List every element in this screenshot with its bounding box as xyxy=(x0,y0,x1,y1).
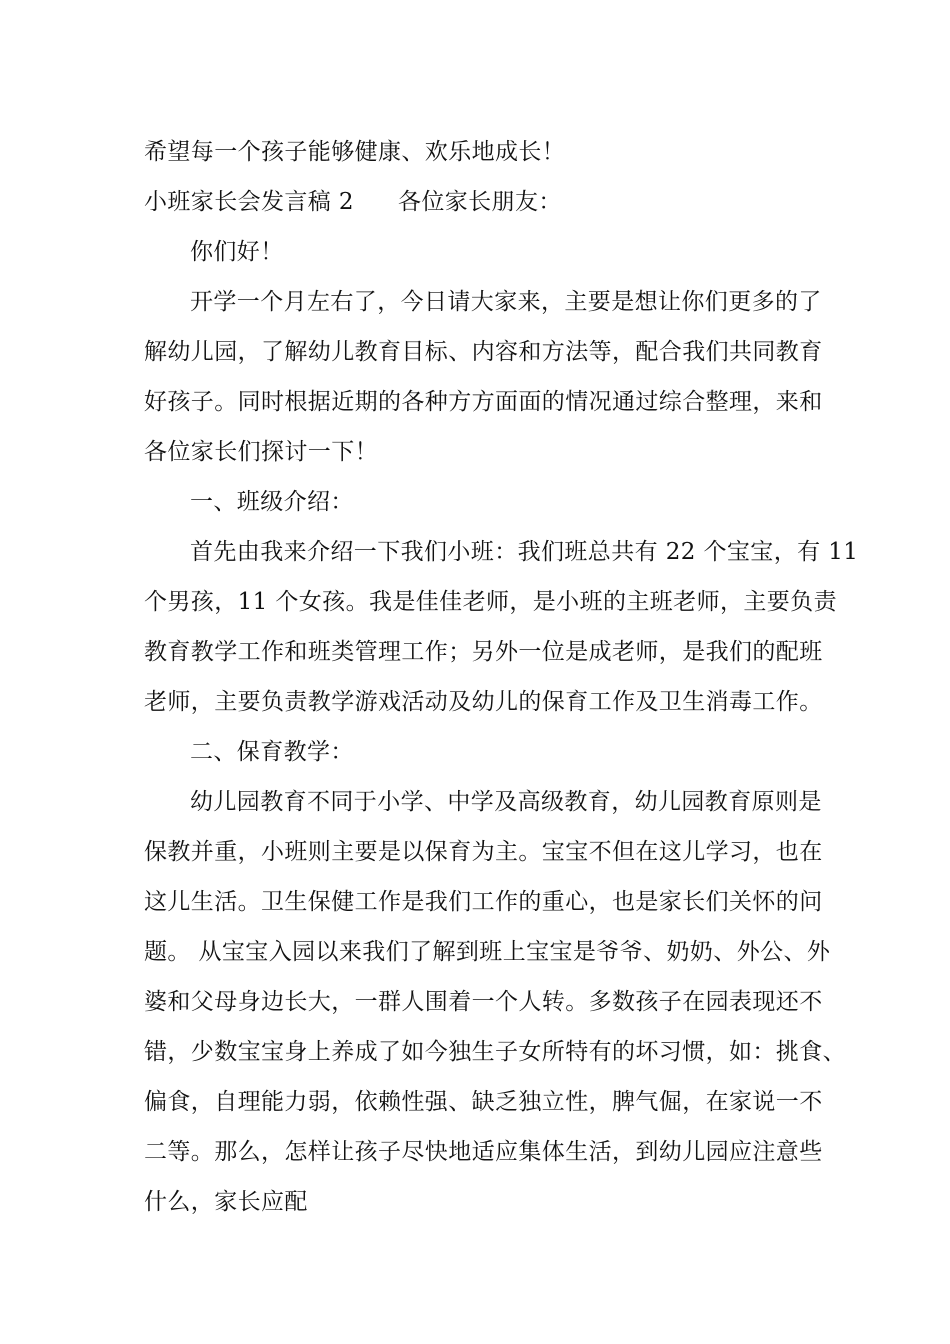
speech-title: 小班家长会发言稿 2 xyxy=(144,189,354,215)
section-heading-care-teaching: 二、保育教学： xyxy=(190,739,354,765)
section-heading-line xyxy=(144,188,562,216)
paragraph-line: 首先由我来介绍一下我们小班：我们班总共有 22 个宝宝，有 11 xyxy=(190,539,859,565)
paragraph-line: 个男孩，11 个女孩。我是佳佳老师，是小班的主班老师，主要负责 xyxy=(144,589,837,615)
greeting: 你们好！ xyxy=(190,239,284,265)
paragraph-line: 教育教学工作和班类管理工作；另外一位是成老师，是我们的配班 xyxy=(144,639,823,665)
section-heading-class-intro: 一、班级介绍： xyxy=(190,489,354,515)
paragraph-line: 错，少数宝宝身上养成了如今独生子女所特有的坏习惯，如：挑食、 xyxy=(144,1039,846,1065)
paragraph-line: 各位家长们探讨一下！ xyxy=(144,439,378,465)
paragraph-line: 二等。那么，怎样让孩子尽快地适应集体生活，到幼儿园应注意些 xyxy=(144,1139,823,1165)
paragraph-line: 开学一个月左右了，今日请大家来，主要是想让你们更多的了 xyxy=(190,289,822,315)
paragraph-line: 偏食，自理能力弱，依赖性强、缺乏独立性，脾气倔，在家说一不 xyxy=(144,1089,823,1115)
salutation: 各位家长朋友： xyxy=(397,189,562,215)
paragraph-line: 幼儿园教育不同于小学、中学及高级教育，幼儿园教育原则是 xyxy=(190,789,822,815)
paragraph-line: 保教并重，小班则主要是以保育为主。宝宝不但在这儿学习，也在 xyxy=(144,839,823,865)
closing-sentence: 希望每一个孩子能够健康、欢乐地成长！ xyxy=(144,139,566,165)
paragraph-line: 这儿生活。卫生保健工作是我们工作的重心，也是家长们关怀的问 xyxy=(144,889,823,915)
paragraph-line: 什么，家长应配 xyxy=(144,1189,308,1215)
paragraph-line: 好孩子。同时根据近期的各种方方面面的情况通过综合整理，来和 xyxy=(144,389,823,415)
paragraph-line: 老师，主要负责教学游戏活动及幼儿的保育工作及卫生消毒工作。 xyxy=(144,689,823,715)
paragraph-line: 解幼儿园，了解幼儿教育目标、内容和方法等，配合我们共同教育 xyxy=(144,339,823,365)
paragraph-line: 婆和父母身边长大，一群人围着一个人转。多数孩子在园表现还不 xyxy=(144,989,823,1015)
paragraph-line: 题。 从宝宝入园以来我们了解到班上宝宝是爷爷、奶奶、外公、外 xyxy=(144,939,831,965)
